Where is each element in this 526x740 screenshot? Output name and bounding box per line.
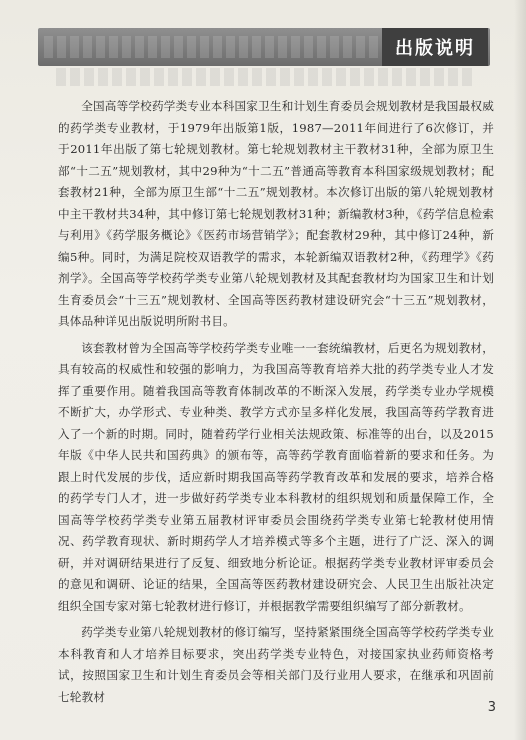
header-bleed-through [44,36,384,58]
paragraph: 全国高等学校药学类专业本科国家卫生和计划生育委员会规划教材是我国最权威的药学类专业教材，于1979年出版第1版，1987—2011年间进行了6次修订，并于2011年出版了第七轮规划教材。第七轮规划教材主干教材31种，全部为原卫生部“十二五”规划教材，其中29种为“十二五”普通高等教育本科国家级规划教材；配套教材21种，全部为原卫生部“十二五”规划教材。本次修订出版的第八轮规划教材中主干教材共34种，其中修订第七轮规划教材31种；新编教材3种，《药学信息检索与利用》《药学服务概论》《医药市场营销学》；配套教材29种，其中修订24种，新编5种。同时，为满足院校双语教学的需求，本轮新编双语教材2种，《药理学》《药剂学》。全国高等学校药学类专业第八轮规划教材及其配套教材均为国家卫生和计划生育委员会“十三五”规划教材、全国高等医药教材建设研究会“十三五”规划教材，具体品种详见出版说明所附书目。 [58,99,494,328]
body-text [58,96,494,713]
page-number: 3 [487,700,496,715]
page-edge-shadow [514,0,526,740]
section-title: 出版说明 [382,28,488,66]
paragraph: 药学类专业第八轮规划教材的修订编写，坚持紧紧围绕全国高等学校药学类专业本科教育和人才培养目标要求，突出药学类专业特色，对接国家执业药师资格考试，按照国家卫生和计划生育委员会等相关部门及行业用人要求，在继承和巩固前七轮教材 [58,625,494,704]
bleed-through-text [56,68,476,86]
paragraph: 该套教材曾为全国高等学校药学类专业唯一一套统编教材，后更名为规划教材，具有较高的权威性和较强的影响力，为我国高等教育培养大批的药学类专业人才发挥了重要作用。随着我国高等教育体制改革的不断深入发展，药学类专业办学规模不断扩大，办学形式、专业种类、教学方式亦呈多样化发展，我国高等药学教育进入了一个新的时期。同时，随着药学行业相关法规政策、标准等的出台，以及2015年版《中华人民共和国药典》的颁布等，高等药学教育面临着新的要求和任务。为跟上时代发展的步伐，适应新时期我国高等药学教育改革和发展的要求，培养合格的药学专门人才，进一步做好药学类专业本科教材的组织规划和质量保障工作，全国高等学校药学类专业第五届教材评审委员会围绕药学类专业第七轮教材使用情况、药学教育现状、新时期药学人才培养模式等多个主题，进行了广泛、深入的调研，并对调研结果进行了反复、细致地分析论证。根据药学类专业教材评审委员会的意见和调研、论证的结果，全国高等医药教材建设研究会、人民卫生出版社决定组织全国专家对第七轮教材进行修订，并根据教学需要组织编写了部分新教材。 [58,340,494,613]
